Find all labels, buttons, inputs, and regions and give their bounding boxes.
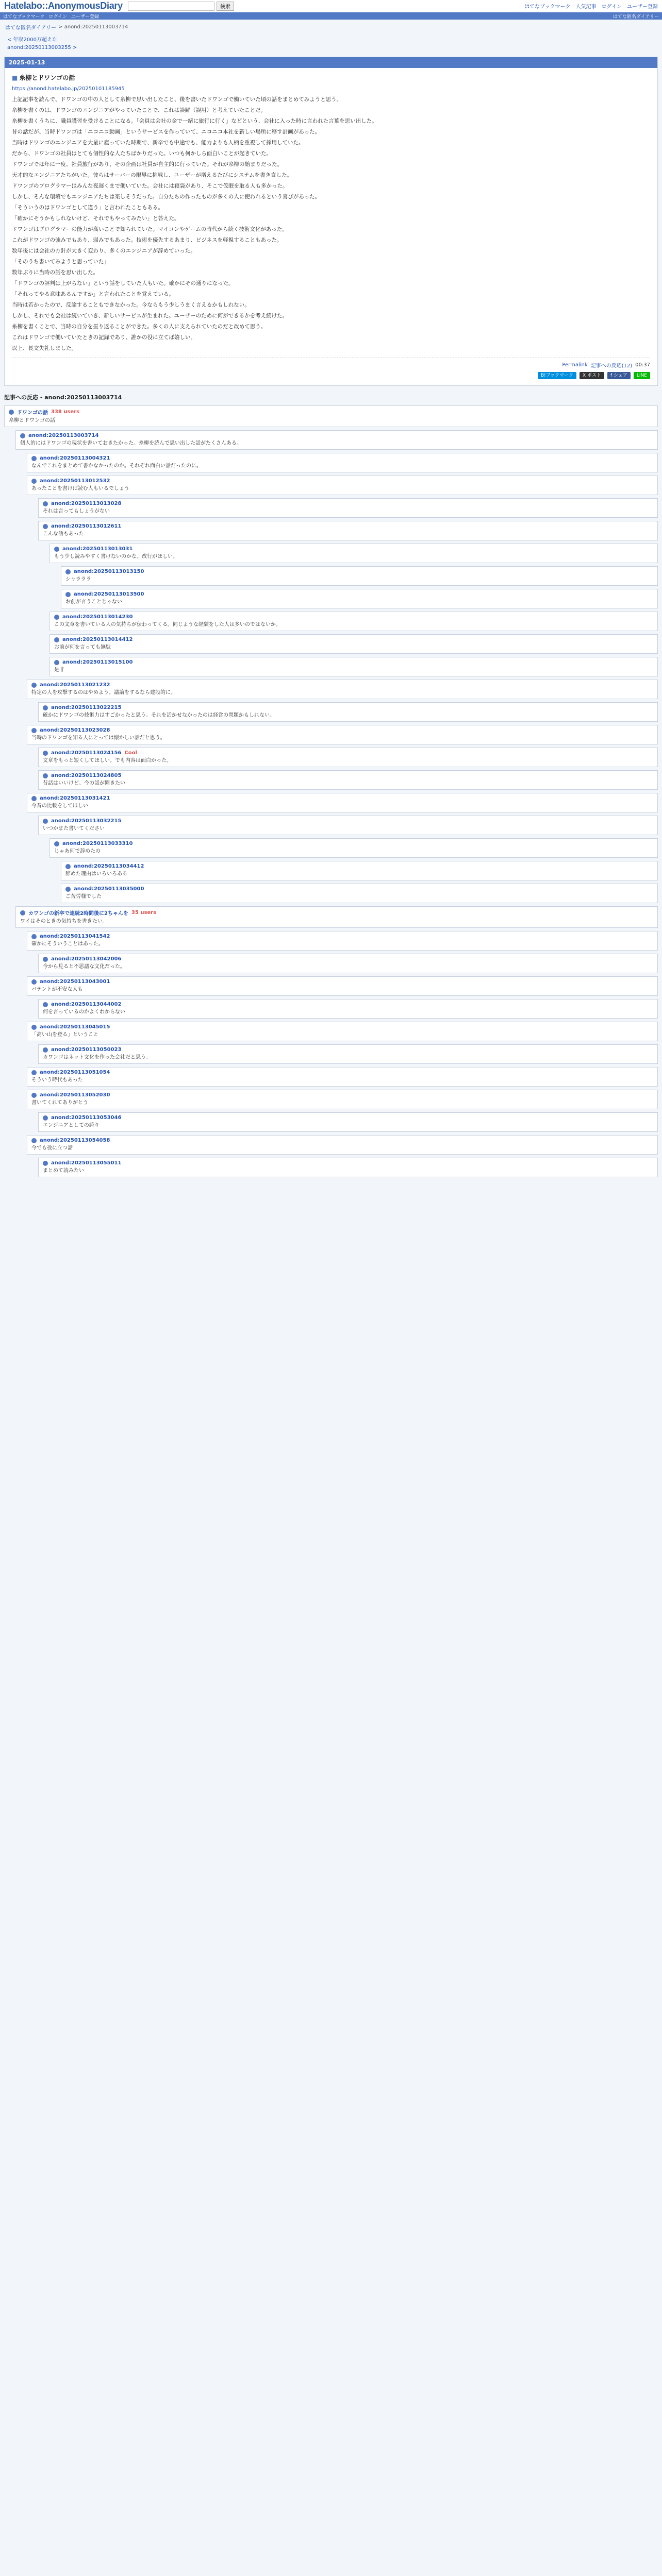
- trackback-user-icon: [31, 796, 37, 801]
- trackback-link[interactable]: anond:20250113031421: [40, 795, 110, 801]
- entry-paragraph: しかし、それでも会社は続いていき、新しいサービスが生まれた。ユーザーのために何ができるかを考え続けた。: [12, 313, 288, 319]
- search-button[interactable]: 検索: [217, 2, 234, 11]
- trackback-item: [38, 816, 658, 835]
- trackback-head: [43, 1047, 653, 1053]
- trackback-user-icon: [31, 1070, 37, 1075]
- trackback-item: [38, 770, 658, 790]
- entry-title-text: 糸柳とドワンゴの話: [19, 74, 75, 81]
- trackback-link[interactable]: anond:20250113012611: [51, 523, 122, 529]
- top-header: [0, 0, 662, 12]
- trackback-head: [43, 1115, 653, 1121]
- entry-paragraph: 糸柳を書くことで、当時の自分を振り返ることができた。多くの人に支えられていたのだと改めて思う。: [12, 324, 267, 330]
- trackback-user-icon: [54, 547, 59, 552]
- trackback-link[interactable]: カワンゴの新卒で連続2時間後に2ちゃんを: [28, 911, 128, 917]
- trackback-item: [4, 405, 658, 427]
- trackback-head: [43, 1002, 653, 1007]
- trackback-item: [15, 430, 658, 450]
- trackback-head: [31, 478, 653, 484]
- top-link-signup[interactable]: ユーザー登録: [627, 4, 658, 10]
- top-links: [524, 2, 658, 10]
- trackback-link[interactable]: anond:20250113003714: [28, 433, 99, 438]
- trackback-head: [31, 682, 653, 688]
- trackback-excerpt: 今昔の比較をしてほしい: [31, 803, 88, 809]
- title-bullet-icon: ■: [12, 74, 18, 81]
- trackback-item: [38, 999, 658, 1019]
- trackback-item: [27, 793, 658, 812]
- trackback-excerpt: あったことを書けば読む人もいるでしょう: [31, 486, 129, 492]
- hatena-bookmark-button[interactable]: B!ブックマーク: [538, 372, 576, 379]
- trackback-excerpt: じゃあ何で辞めたの: [54, 849, 101, 854]
- trackback-head: [20, 909, 653, 917]
- trackback-excerpt: 文章をもっと短くしてほしい。でも内容は面白かった。: [43, 758, 172, 764]
- trackback-link[interactable]: anond:20250113013500: [74, 591, 144, 597]
- entry-paragraph: これがドワンゴの強みでもあり、弱みでもあった。技術を優先するあまり、ビジネスを軽視することもあった。: [12, 237, 283, 243]
- facebook-share-button[interactable]: f シェア: [607, 372, 631, 379]
- trackback-excerpt: 個人的にはドワンゴの現状を書いておきたかった。糸柳を読んで思い出した話がたくさんある。: [20, 440, 242, 446]
- trackback-user-icon: [54, 660, 59, 665]
- trackback-excerpt: まとめて読みたい: [43, 1168, 84, 1174]
- x-post-button[interactable]: X ポスト: [580, 372, 604, 379]
- trackback-excerpt: 昔話はいいけど、今の話が聞きたい: [43, 781, 125, 786]
- trackback-excerpt: エンジニアとしての誇り: [43, 1123, 100, 1128]
- trackback-excerpt: 今から見ると不思議な文化だった。: [43, 964, 125, 970]
- trackback-user-icon: [65, 887, 71, 892]
- trackback-item: [61, 861, 658, 880]
- trackback-item: [27, 725, 658, 744]
- entry-paragraph: 上記記事を読んで、ドワンゴの中の人として糸柳で思い出したこと、後を書いたドワンゴで働いていた頃の話をまとめてみようと思う。: [12, 96, 342, 103]
- trackback-head: [31, 1070, 653, 1075]
- trackback-head: [43, 956, 653, 962]
- trackback-excerpt: パテントが不安な人も: [31, 987, 83, 992]
- trackback-item: [27, 931, 658, 951]
- trackback-excerpt: お前が言うことじゃない: [65, 599, 122, 605]
- nav-link-bookmark[interactable]: はてなブックマーク: [3, 14, 45, 20]
- bookmark-count-badge[interactable]: 35 users: [131, 910, 157, 916]
- trackback-user-icon: [31, 456, 37, 461]
- trackback-user-icon: [31, 683, 37, 688]
- trackback-link[interactable]: anond:20250113041542: [40, 934, 110, 939]
- bookmark-count-badge[interactable]: Cool: [124, 750, 137, 756]
- trackback-head: [65, 569, 653, 574]
- trackback-link[interactable]: anond:20250113024156: [51, 750, 122, 756]
- search-form: [128, 2, 234, 11]
- breadcrumb-home[interactable]: はてな匿名ダイアリー: [5, 25, 57, 31]
- trackback-item: [38, 748, 658, 767]
- entry-time: 00:37: [635, 362, 650, 368]
- trackback-user-icon: [31, 1093, 37, 1098]
- trackback-item: [61, 566, 658, 586]
- trackback-head: [31, 979, 653, 985]
- trackback-link[interactable]: anond:20250113035000: [74, 886, 144, 892]
- trackback-user-icon: [43, 1002, 48, 1007]
- entry-paragraph: しかし、そんな環境でもエンジニアたちは楽しそうだった。自分たちの作ったものが多くの人に使われるという喜びがあった。: [12, 194, 321, 200]
- share-buttons: [12, 372, 650, 379]
- trackback-link[interactable]: anond:20250113013150: [74, 569, 144, 574]
- trackback-link[interactable]: anond:20250113054058: [40, 1138, 110, 1143]
- trackback-head: [43, 523, 653, 529]
- trackback-user-icon: [31, 1025, 37, 1030]
- reactions-link[interactable]: 記事への反応(12): [590, 363, 633, 369]
- entry-paragraph: 糸柳を書くうちに、職員講習を受けることになる。「会員は会社の金で一緒に旅行に行く」などという、会社に入った時に言われた言葉を思い出した。: [12, 118, 377, 124]
- trackback-excerpt: なんでこれをまとめて書かなかったのか。それぞれ面白い話だったのに。: [31, 463, 202, 469]
- entry-paragraph: ドワンゴのプログラマーはみんな夜遅くまで働いていた。会社には寝袋があり、そこで仮眠を取る人も多かった。: [12, 183, 288, 189]
- trackback-user-icon: [31, 1138, 37, 1143]
- trackbacks-section: [4, 393, 658, 1177]
- trackback-head: [54, 841, 653, 846]
- trackback-link[interactable]: anond:20250113013028: [51, 501, 122, 506]
- entry-footer: [12, 358, 650, 369]
- entry-title[interactable]: [12, 73, 650, 82]
- trackback-link[interactable]: anond:20250113051054: [40, 1070, 110, 1075]
- trackback-excerpt: シャラララ: [65, 577, 91, 582]
- trackback-head: [43, 501, 653, 506]
- trackback-item: [49, 838, 658, 858]
- trackback-item: [27, 453, 658, 472]
- permalink[interactable]: Permalink: [562, 362, 588, 368]
- entry-paragraph: だから、ドワンゴの社員はとても個性的な人たちばかりだった。いつも何かしら面白いことが起きていた。: [12, 150, 272, 157]
- trackback-item: [27, 976, 658, 996]
- trackback-user-icon: [54, 615, 59, 620]
- trackback-link[interactable]: anond:20250113045015: [40, 1024, 110, 1030]
- trackback-link[interactable]: anond:20250113014412: [62, 637, 133, 642]
- trackback-head: [65, 863, 653, 869]
- trackback-user-icon: [20, 910, 25, 916]
- trackback-head: [31, 1092, 653, 1098]
- trackback-user-icon: [43, 705, 48, 710]
- trackback-excerpt: カワンゴはネット文化を作った会社だと思う。: [43, 1055, 151, 1060]
- next-entry-link-wrap: [0, 44, 662, 52]
- trackback-excerpt: 書いてくれてありがとう: [31, 1100, 88, 1106]
- trackback-head: [54, 546, 653, 552]
- trackback-link[interactable]: anond:20250113015100: [62, 659, 133, 665]
- trackback-excerpt: ワイはそのときの気持ちを書きたい。: [20, 919, 108, 924]
- trackback-link[interactable]: ドワンゴの話: [17, 410, 48, 416]
- trackback-link[interactable]: anond:20250113043001: [40, 979, 110, 985]
- trackback-link[interactable]: anond:20250113021232: [40, 682, 110, 688]
- trackback-link[interactable]: anond:20250113052030: [40, 1092, 110, 1098]
- trackback-link[interactable]: anond:20250113055011: [51, 1160, 122, 1166]
- entry-day: [4, 57, 658, 386]
- trackback-user-icon: [65, 864, 71, 869]
- trackback-link[interactable]: anond:20250113034412: [74, 863, 144, 869]
- trackback-item: [49, 544, 658, 563]
- trackback-user-icon: [54, 637, 59, 642]
- trackback-excerpt: 当時のドワンゴを知る人にとっては懐かしい話だと思う。: [31, 735, 166, 741]
- trackback-user-icon: [43, 1161, 48, 1166]
- trackback-excerpt: ご苦労様でした: [65, 894, 102, 900]
- trackback-link[interactable]: anond:20250113013031: [62, 546, 133, 552]
- trackback-user-icon: [31, 979, 37, 985]
- trackback-user-icon: [43, 957, 48, 962]
- trackback-item: [38, 498, 658, 518]
- trackback-user-icon: [43, 524, 48, 529]
- entry-url: [12, 86, 650, 92]
- entry-paragraphs: [12, 96, 650, 352]
- entry-paragraph: これはドワンゴで働いていたときの記録であり、誰かの役に立てば嬉しい。: [12, 334, 196, 341]
- trackback-link[interactable]: anond:20250113014230: [62, 614, 133, 620]
- trackback-item: [38, 521, 658, 540]
- trackback-head: [31, 934, 653, 939]
- trackback-user-icon: [43, 1047, 48, 1053]
- entry-paragraph: ドワンゴはプログラマーの能力が高いことで知られていた。マイコンやゲームの時代から続く技術文化があった。: [12, 226, 288, 232]
- trackback-link[interactable]: anond:20250113032215: [51, 818, 122, 824]
- trackback-link[interactable]: anond:20250113044002: [51, 1002, 122, 1007]
- entry-paragraph: 「そういうのはドワンゴとして違う」と言われたこともある。: [12, 205, 163, 211]
- trackback-item: [38, 954, 658, 973]
- entry-paragraph: 天才的なエンジニアたちがいた。彼らはサーバーの限界に挑戦し、ユーザーが増えるたびにシステムを書き直した。: [12, 172, 293, 178]
- trackback-item: [27, 1135, 658, 1155]
- trackback-user-icon: [43, 773, 48, 778]
- trackback-item: [15, 906, 658, 928]
- trackback-head: [31, 1138, 653, 1143]
- trackback-excerpt: 特定の人を攻撃するのはやめよう。議論をするなら建設的に。: [31, 690, 176, 696]
- entry-url-link[interactable]: https://anond.hatelabo.jp/20250101185945: [12, 86, 125, 92]
- entry-paragraph: 「そのうち書いてみようと思っていた」: [12, 259, 109, 265]
- trackback-head: [43, 1160, 653, 1166]
- trackback-item: [27, 476, 658, 495]
- next-entry-link[interactable]: anond:20250113003255 >: [7, 45, 77, 50]
- trackback-item: [38, 1158, 658, 1177]
- trackback-link[interactable]: anond:20250113050023: [51, 1047, 122, 1053]
- trackback-head: [54, 614, 653, 620]
- trackback-user-icon: [65, 592, 71, 597]
- trackback-item: [61, 589, 658, 608]
- trackback-user-icon: [31, 728, 37, 733]
- breadcrumb-separator: >: [58, 24, 63, 30]
- trackback-user-icon: [54, 841, 59, 846]
- trackback-link[interactable]: anond:20250113012532: [40, 478, 110, 484]
- trackback-item: [49, 612, 658, 631]
- trackback-item: [38, 702, 658, 722]
- trackback-excerpt: 今でも役に立つ話: [31, 1145, 73, 1151]
- trackback-excerpt: 何を言っているのかよくわからない: [43, 1009, 125, 1015]
- trackback-user-icon: [43, 501, 48, 506]
- trackback-head: [65, 886, 653, 892]
- entry-paragraph: ドワンゴでは年に一度、社員旅行があり、その企画は社員が自主的に行っていた。それが糸柳の始まりだった。: [12, 161, 283, 167]
- trackback-head: [31, 727, 653, 733]
- entry-paragraph: 以上、長文失礼しました。: [12, 345, 77, 351]
- entry-paragraph: 「それってやる意味あるんですか」と言われたことを覚えている。: [12, 291, 174, 297]
- entry-paragraph: 数年ぶりに当時の話を思い出した。: [12, 269, 98, 276]
- trackback-excerpt: そういう時代もあった: [31, 1077, 83, 1083]
- top-link-bookmark[interactable]: はてなブックマーク: [524, 4, 571, 10]
- trackbacks-title: 記事への反応 - anond:20250113003714: [4, 394, 122, 401]
- search-input[interactable]: [128, 2, 214, 11]
- site-logo[interactable]: Hatelabo::AnonymousDiary: [4, 1, 123, 11]
- trackback-excerpt: お前が何を言っても無駄: [54, 645, 111, 650]
- trackback-item: [38, 1112, 658, 1132]
- trackback-head: [65, 591, 653, 597]
- bookmark-count-badge[interactable]: 338 users: [51, 409, 80, 415]
- trackback-excerpt: それは言ってもしょうがない: [43, 509, 110, 514]
- nav-link-login[interactable]: ログイン: [48, 14, 67, 20]
- prev-entry-link[interactable]: < 年収2000万超えた: [7, 37, 58, 43]
- entry-paragraph: 当時は若かったので、反論することもできなかった。今ならもう少しうまく言えるかもしれない。: [12, 302, 250, 308]
- entry-paragraph: 「確かにそうかもしれないけど、それでもやってみたい」と答えた。: [12, 215, 180, 222]
- line-share-button[interactable]: LINE: [634, 372, 650, 379]
- trackback-head: [9, 408, 653, 416]
- entry-date: 2025-01-13: [5, 57, 657, 68]
- trackback-link[interactable]: anond:20250113023028: [40, 727, 110, 733]
- trackback-user-icon: [20, 433, 25, 438]
- entry-paragraph: 昔の話だが、当時ドワンゴは「ニコニコ動画」というサービスを作っていて、ニコニコ本社を新しい場所に移す計画があった。: [12, 129, 321, 135]
- nav-site-name: はてな匿名ダイアリー: [613, 14, 659, 20]
- trackback-user-icon: [43, 819, 48, 824]
- trackback-head: [43, 750, 653, 756]
- trackback-item: [27, 1090, 658, 1109]
- trackback-head: [20, 433, 653, 438]
- trackback-item: [61, 884, 658, 903]
- entry-paragraph: 糸柳を書くのは、ドワンゴのエンジニアがやっていたことで、これは誤解（誤用）と考えていたことだ。: [12, 107, 267, 113]
- trackback-user-icon: [31, 479, 37, 484]
- top-link-login[interactable]: ログイン: [601, 4, 622, 10]
- trackback-excerpt: 糸柳とドワンゴの話: [9, 418, 55, 423]
- trackback-excerpt: 「高い山を登る」ということ: [31, 1032, 98, 1038]
- trackback-excerpt: 確かにそういうことはあった。: [31, 941, 104, 947]
- entry-paragraph: 「ドワンゴの評判は上がらない」という話をしていた人もいた。確かにその通りになった。: [12, 280, 234, 286]
- trackback-user-icon: [43, 751, 48, 756]
- trackback-user-icon: [65, 569, 71, 574]
- trackback-head: [54, 659, 653, 665]
- trackback-excerpt: 是非: [54, 667, 64, 673]
- breadcrumb: [0, 20, 662, 34]
- trackback-user-icon: [31, 934, 37, 939]
- trackback-excerpt: いつかまた書いてください: [43, 826, 105, 832]
- trackback-excerpt: こんな話もあった: [43, 531, 84, 537]
- trackback-item: [49, 657, 658, 676]
- trackback-head: [43, 773, 653, 778]
- trackback-head: [43, 705, 653, 710]
- trackback-head: [43, 818, 653, 824]
- trackback-excerpt: 確かにドワンゴの技術力はすごかったと思う。それを活かせなかったのは経営の問題かもしれない。: [43, 713, 275, 718]
- trackback-link[interactable]: anond:20250113033310: [62, 841, 133, 846]
- nav-link-signup[interactable]: ユーザー登録: [71, 14, 99, 20]
- nav-bar: [0, 12, 662, 20]
- trackback-item: [27, 680, 658, 699]
- breadcrumb-current: anond:20250113003714: [64, 24, 128, 30]
- trackback-head: [31, 1024, 653, 1030]
- prev-entry-link-wrap: [0, 34, 662, 44]
- trackback-link[interactable]: anond:20250113053046: [51, 1115, 122, 1121]
- trackback-item: [49, 634, 658, 654]
- entry-paragraph: 数年後には会社の方針が大きく変わり、多くのエンジニアが辞めていった。: [12, 248, 196, 254]
- trackback-link[interactable]: anond:20250113004321: [40, 455, 110, 461]
- entry-body: [5, 68, 657, 385]
- trackback-item: [27, 1022, 658, 1041]
- trackback-excerpt: 辞めた理由はいろいろある: [65, 871, 127, 877]
- trackback-excerpt: もう少し読みやすく書けないのかな。改行がほしい。: [54, 554, 178, 560]
- top-link-popular[interactable]: 人気記事: [575, 4, 597, 10]
- trackback-head: [31, 455, 653, 461]
- trackback-link[interactable]: anond:20250113024805: [51, 773, 122, 778]
- entry-paragraph: 当時はドワンゴのエンジニアを大量に雇っていた時期で、新卒でも中途でも、能力よりも人柄を重視して採用していた。: [12, 140, 304, 146]
- trackback-head: [54, 637, 653, 642]
- trackback-list: [4, 405, 658, 1177]
- trackback-user-icon: [9, 410, 14, 415]
- trackback-link[interactable]: anond:20250113022215: [51, 705, 122, 710]
- trackback-item: [38, 1044, 658, 1064]
- trackback-user-icon: [43, 1115, 48, 1121]
- trackback-head: [31, 795, 653, 801]
- trackback-item: [27, 1067, 658, 1087]
- trackback-excerpt: この文章を書いている人の気持ちが伝わってくる。同じような経験をした人は多いのではないか。: [54, 622, 281, 628]
- trackback-link[interactable]: anond:20250113042006: [51, 956, 122, 962]
